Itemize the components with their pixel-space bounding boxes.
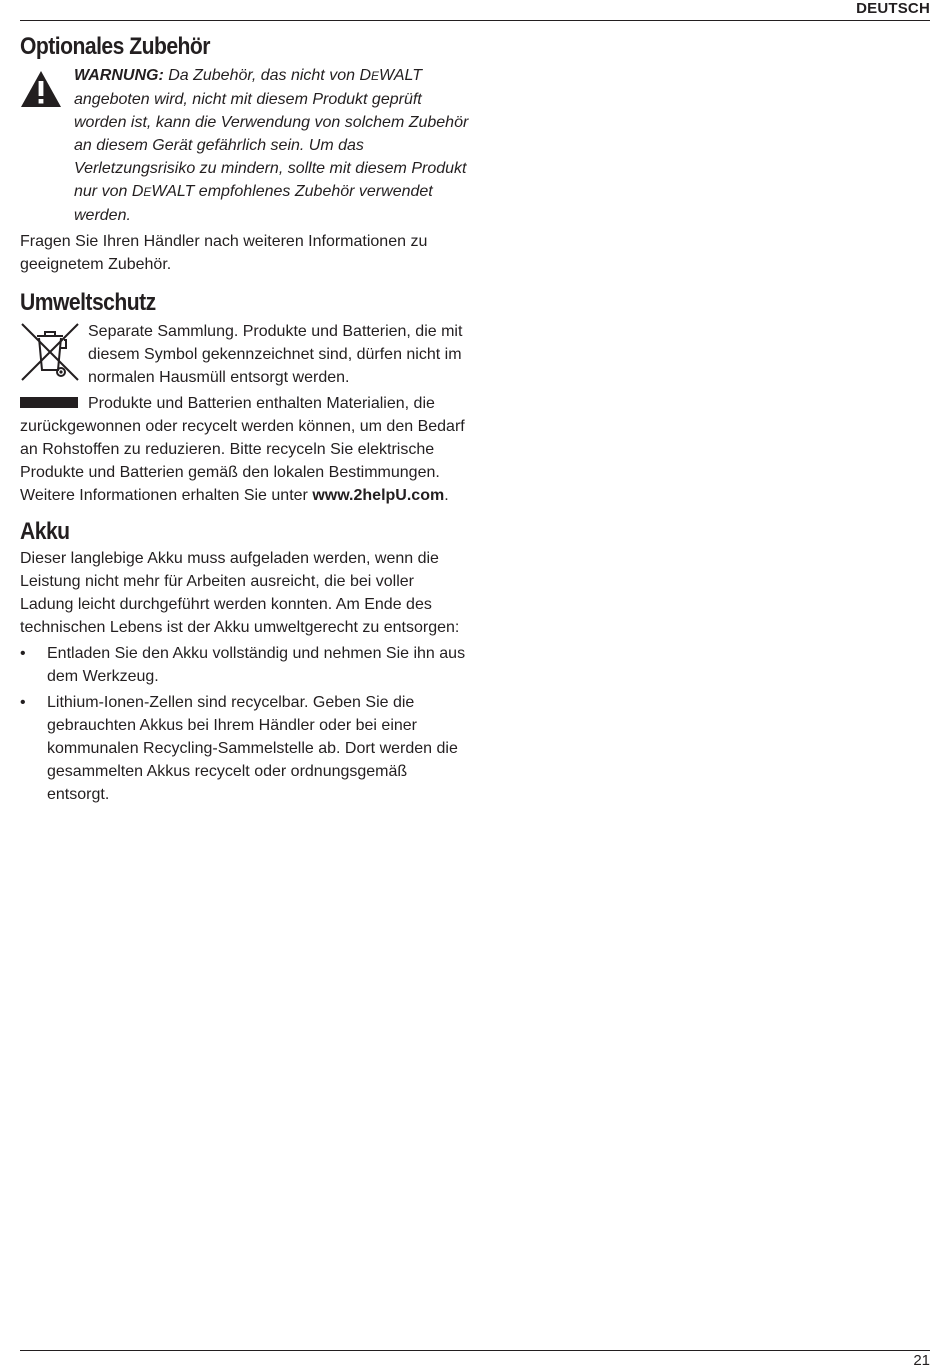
website-link[interactable]: www.2helpU.com	[312, 487, 445, 504]
language-label: DEUTSCH	[856, 0, 930, 17]
list-item	[20, 642, 470, 688]
bullet-marker: •	[20, 645, 26, 662]
separate-collection-text: Separate Sammlung. Produkte und Batterien, die mit diesem Symbol gekennzeichnet sind, dürfen nicht im normalen Hausmüll entsorgt werden.	[88, 323, 463, 386]
warning-text	[74, 64, 470, 227]
header-divider	[20, 20, 930, 21]
heading-battery: Akku	[20, 518, 70, 545]
bullet-text: Lithium-Ionen-Zellen sind recycelbar. Geben Sie die gebrauchten Akkus bei Ihrem Händler oder bei einer kommunalen Recycling-Sammelstelle ab. Dort werden die gesammelten Akkus recycelt oder ordnungsgemäß entsorgt.	[47, 694, 458, 803]
weee-block	[20, 320, 470, 389]
bullet-text: Entladen Sie den Akku vollständig und nehmen Sie ihn aus dem Werkzeug.	[47, 645, 466, 685]
warning-seg1: Da Zubehör, das nicht von D	[163, 67, 371, 84]
heading-optional-accessories: Optionales Zubehör	[20, 33, 210, 60]
accessories-info: Fragen Sie Ihren Händler nach weiteren Informationen zu geeignetem Zubehör.	[20, 233, 428, 273]
recycle-text: Produkte und Batterien enthalten Materialien, die zurückgewonnen oder recycelt werden können, um den Bedarf an Rohstoffen zu reduzieren. Bitte recyceln Sie elektrische Produkte und Batterien gemäß den lokalen Bestimmungen. Weitere Informationen erhalten Sie unter	[20, 395, 465, 504]
brand-small-e-1: E	[371, 69, 380, 83]
page-number: 21	[913, 1352, 930, 1369]
recycle-paragraph	[20, 392, 470, 507]
warning-block	[20, 64, 470, 227]
brand-small-e-2: E	[143, 185, 152, 199]
page-content	[20, 32, 470, 809]
list-item	[20, 691, 470, 806]
battery-bullet-list	[20, 642, 470, 806]
crossed-bin-icon	[20, 322, 80, 382]
collection-bar-icon	[20, 397, 78, 408]
footer-divider	[20, 1350, 930, 1351]
heading-environment: Umweltschutz	[20, 289, 156, 316]
bullet-marker: •	[20, 694, 26, 711]
warning-lead: WARNUNG:	[74, 67, 164, 84]
warning-seg2: WALT angeboten wird, nicht mit diesem Produkt geprüft worden ist, kann die Verwendung von solchem Zubehör an diesem Gerät gefährlich sein. Um das Verletzungsrisiko zu mindern, sollte mit diesem Produkt nur von D	[74, 67, 469, 200]
warning-triangle-icon	[20, 70, 62, 108]
warning-seg3: WALT empfohlenes Zubehör verwendet werden.	[74, 183, 433, 224]
recycle-suffix: .	[444, 487, 449, 504]
battery-intro: Dieser langlebige Akku muss aufgeladen werden, wenn die Leistung nicht mehr für Arbeiten ausreicht, die bei voller Ladung leicht durchgeführt werden konnten. Am Ende des technischen Lebens ist der Akku umweltgerecht zu entsorgen:	[20, 550, 460, 636]
